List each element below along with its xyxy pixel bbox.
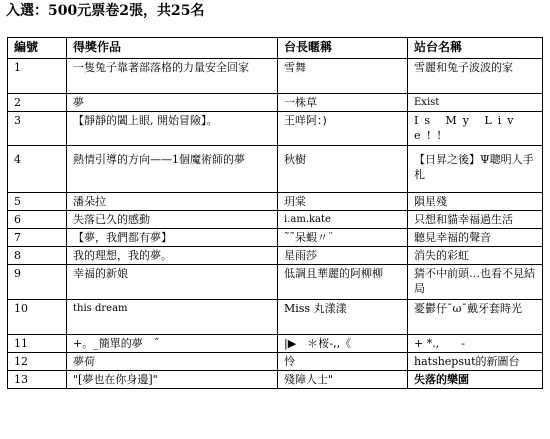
- table-row: [8, 146, 543, 193]
- column-header-number: 編號: [8, 38, 67, 59]
- cell-nickname: Miss 丸漾漾: [278, 300, 408, 335]
- cell-work: 夢: [67, 94, 278, 112]
- cell-site: 憂鬱仔¯ω¯戴牙套時光: [408, 300, 543, 335]
- cell-work: "[夢也在你身邊]": [67, 371, 278, 389]
- table-row: [8, 94, 543, 112]
- cell-nickname: 玥棠: [278, 193, 408, 211]
- table-header-row: [8, 38, 543, 59]
- cell-number: 7: [8, 229, 67, 247]
- cell-nickname: ˜˜呆蝦〃¨: [278, 229, 408, 247]
- cell-site: 只想和貓幸福過生活: [408, 211, 543, 229]
- cell-number: 1: [8, 59, 67, 94]
- cell-nickname: 怜: [278, 353, 408, 371]
- cell-work: 夢荷: [67, 353, 278, 371]
- cell-work: 失落已久的感動: [67, 211, 278, 229]
- cell-number: 5: [8, 193, 67, 211]
- cell-work: 【夢，我們都有夢】: [67, 229, 278, 247]
- table-row: [8, 300, 543, 335]
- cell-number: 3: [8, 112, 67, 146]
- cell-site: 【日昇之後】Ψ聰明人手札: [408, 146, 543, 193]
- cell-number: 4: [8, 146, 67, 193]
- cell-work: 熱情引導的方向——1個魔術師的夢: [67, 146, 278, 193]
- cell-number: 6: [8, 211, 67, 229]
- column-header-site: 站台名稱: [408, 38, 543, 59]
- cell-site: 消失的彩虹: [408, 247, 543, 265]
- table-row: [8, 265, 543, 300]
- cell-site: hatshepsut的新圖台: [408, 353, 543, 371]
- cell-work: this dream: [67, 300, 278, 335]
- cell-number: 13: [8, 371, 67, 389]
- cell-site: 猜不中前頭…也看不見結局: [408, 265, 543, 300]
- cell-number: 2: [8, 94, 67, 112]
- cell-site: + *., -: [408, 335, 543, 353]
- table-row: [8, 229, 543, 247]
- cell-number: 10: [8, 300, 67, 335]
- cell-nickname: |▶ ＊桜-,,《: [278, 335, 408, 353]
- cell-work: 潘朵拉: [67, 193, 278, 211]
- cell-work: 我的理想，我的夢。: [67, 247, 278, 265]
- cell-number: 8: [8, 247, 67, 265]
- table-row: [8, 112, 543, 146]
- cell-site: 隕星殘: [408, 193, 543, 211]
- cell-nickname: 星雨莎: [278, 247, 408, 265]
- column-header-work: 得獎作品: [67, 38, 278, 59]
- table-row: [8, 353, 543, 371]
- page-heading: 入選：500元票卷2張，共25名: [6, 3, 205, 19]
- cell-site: Exist: [408, 94, 543, 112]
- cell-number: 12: [8, 353, 67, 371]
- cell-site: Is My Live!!: [408, 112, 543, 146]
- cell-work: 【靜靜的闔上眼, 開始冒險】。: [67, 112, 278, 146]
- cell-nickname: i.am.kate: [278, 211, 408, 229]
- table-row: [8, 371, 543, 389]
- cell-nickname: 殘障人士": [278, 371, 408, 389]
- table-row: [8, 335, 543, 353]
- cell-number: 11: [8, 335, 67, 353]
- column-header-nickname: 台長暱稱: [278, 38, 408, 59]
- cell-nickname: 王咩阿：): [278, 112, 408, 146]
- cell-number: 9: [8, 265, 67, 300]
- cell-nickname: 雪舞: [278, 59, 408, 94]
- table-row: [8, 193, 543, 211]
- cell-nickname: 秋樹: [278, 146, 408, 193]
- cell-work: 幸福的新娘: [67, 265, 278, 300]
- cell-site: 聽見幸福的聲音: [408, 229, 543, 247]
- winners-table: [7, 37, 543, 389]
- table-row: [8, 211, 543, 229]
- cell-site: 失落的樂園: [408, 371, 543, 389]
- table-row: [8, 247, 543, 265]
- cell-nickname: 低調且華麗的阿柳柳: [278, 265, 408, 300]
- cell-nickname: 一株草: [278, 94, 408, 112]
- cell-work: +。_簡單的夢 ˝: [67, 335, 278, 353]
- cell-work: 一隻兔子靠著部落格的力量安全回家: [67, 59, 278, 94]
- table-row: [8, 59, 543, 94]
- cell-site: 雪麗和兔子波波的家: [408, 59, 543, 94]
